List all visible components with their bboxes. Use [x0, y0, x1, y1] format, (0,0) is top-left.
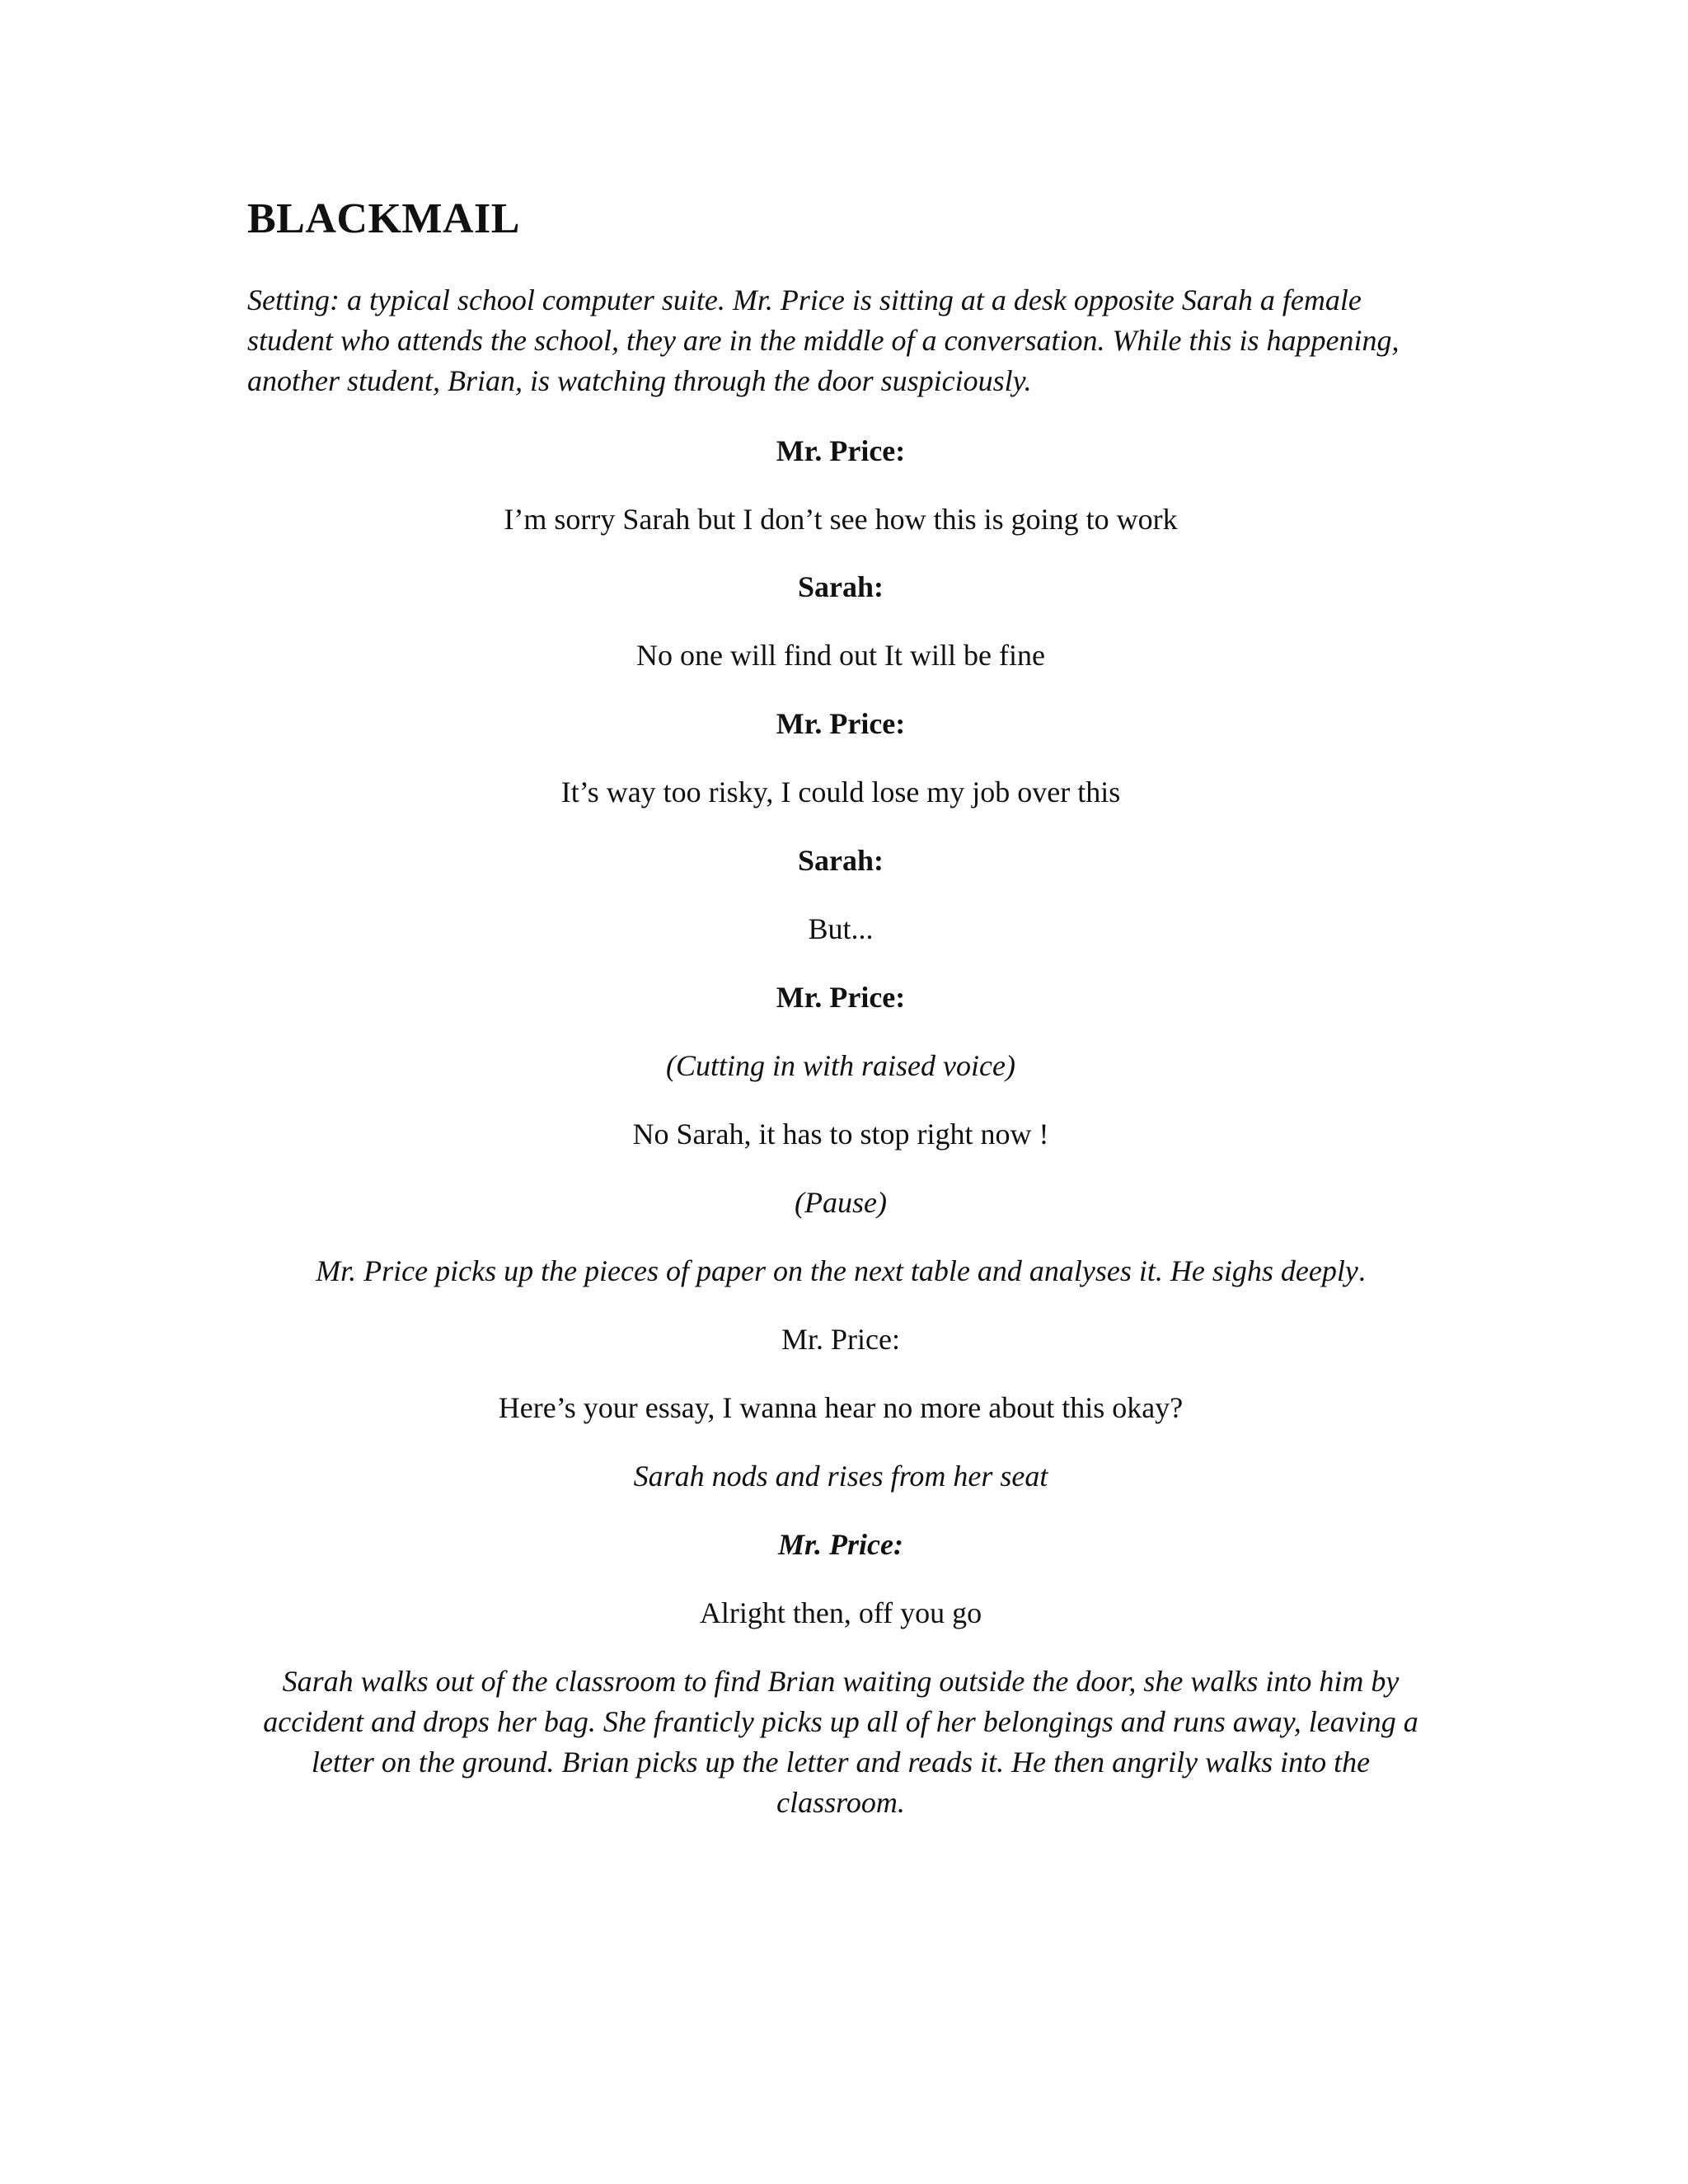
- dialogue-line: But...: [808, 912, 874, 945]
- speaker-mr-price: Mr. Price:: [781, 1323, 900, 1356]
- dialogue-line: Alright then, off you go: [699, 1596, 982, 1629]
- dialogue-line: No Sarah, it has to stop right now !: [632, 1118, 1049, 1151]
- speaker-mr-price: Mr. Price:: [776, 434, 906, 467]
- stage-action: Sarah nods and rises from her seat: [633, 1460, 1048, 1493]
- stage-direction: (Cutting in with raised voice): [666, 1049, 1015, 1082]
- dialogue-line: Here’s your essay, I wanna hear no more about this okay?: [498, 1391, 1184, 1424]
- setting-description: Setting: a typical school computer suite. Mr. Price is sitting at a desk opposite Sarah a female student who attends the school, they are in the middle of a conversation. While this is happening, another student, Brian, is watching through the door suspiciously.: [247, 284, 1400, 397]
- closing-stage-action: Sarah walks out of the classroom to find Brian waiting outside the door, she walks into him by accident and drops her bag. She franticly picks up all of her belongings and runs away, leaving a letter on the ground. Brian picks up the letter and reads it. He then angrily walks into the classroom.: [263, 1665, 1418, 1819]
- stage-action: [247, 1251, 1434, 1291]
- speaker-sarah: Sarah:: [797, 844, 884, 877]
- stage-direction: (Pause): [795, 1186, 887, 1219]
- dialogue-line: I’m sorry Sarah but I don’t see how this is going to work: [504, 503, 1178, 536]
- speaker-mr-price: Mr. Price:: [778, 1528, 903, 1561]
- dialogue-line: No one will find out It will be fine: [636, 639, 1045, 672]
- stage-action-period: .: [1357, 1254, 1366, 1287]
- speaker-sarah: Sarah:: [797, 570, 884, 603]
- document-title: BLACKMAIL: [247, 195, 520, 242]
- dialogue-line: It’s way too risky, I could lose my job over this: [560, 776, 1121, 808]
- speaker-mr-price: Mr. Price:: [776, 981, 906, 1014]
- stage-action-text: Mr. Price picks up the pieces of paper on the next table and analyses it. He sighs deeply: [316, 1254, 1358, 1287]
- speaker-mr-price: Mr. Price:: [776, 707, 906, 740]
